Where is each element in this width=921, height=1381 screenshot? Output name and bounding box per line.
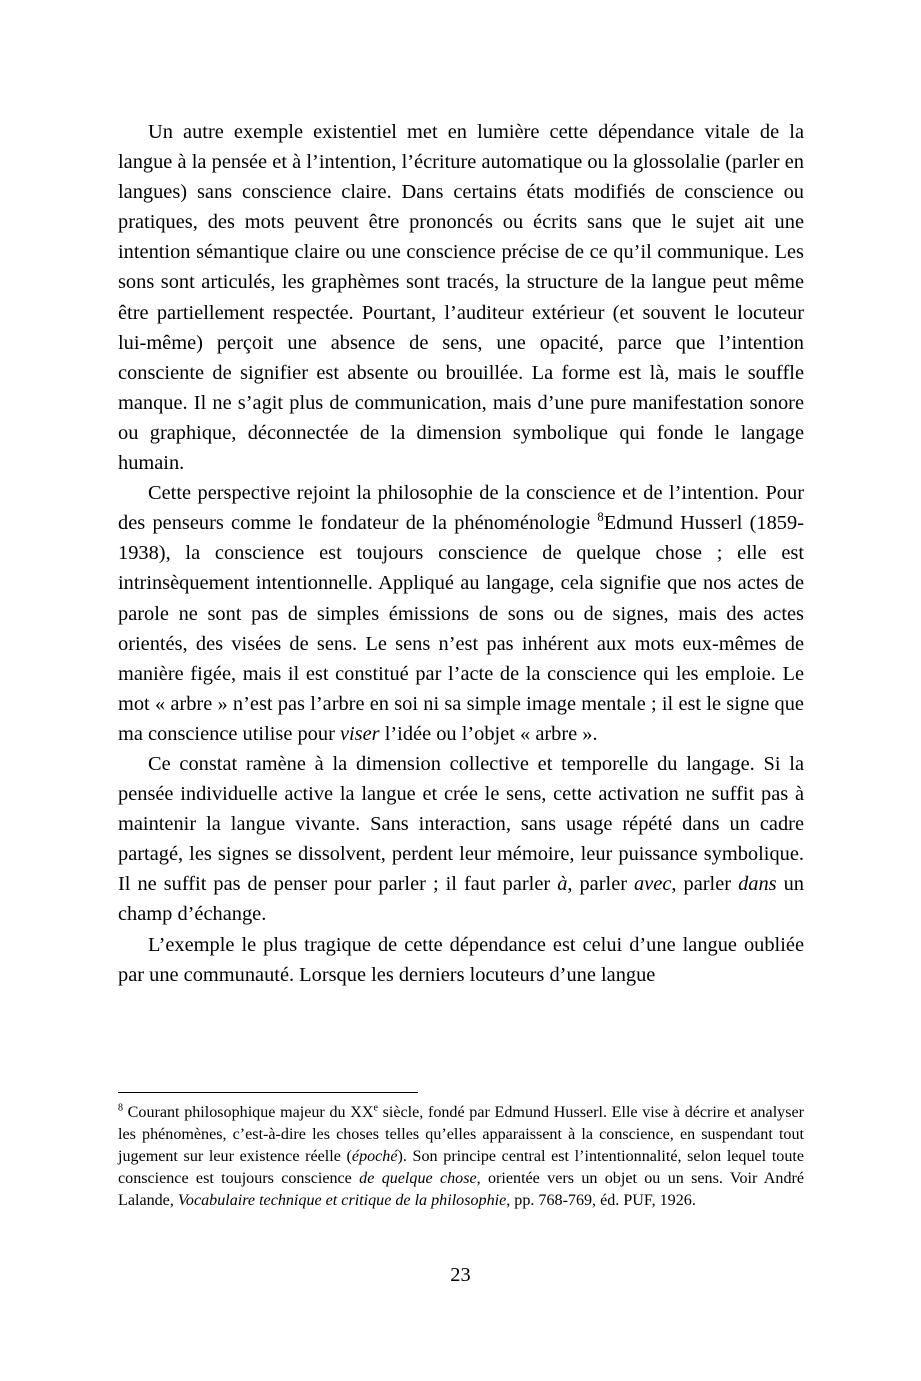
paragraph xyxy=(118,930,804,990)
italic-text: Vocabulaire technique et critique de la philosophie xyxy=(177,1192,507,1209)
italic-text: à xyxy=(557,873,568,896)
text-run: un champ d’échange. xyxy=(118,873,804,926)
paragraph xyxy=(118,478,804,749)
text-run: Ce constat ramène à la dimension collective et temporelle du langage. Si la pensée individuelle active la langue et crée le sens, cette activation ne suffit pas à maintenir la langue vivante. Sans interaction, sans usage répété dans un cadre partagé, les signes se dissolvent, perdent leur mémoire, leur puissance symbolique. Il ne suffit pas de penser pour parler ; il faut parler xyxy=(118,752,804,896)
text-run: siècle, fondé par Edmund Husserl. Elle vise à décrire et analyser les phénomènes, c’est-à-dire les choses telles qu’elles apparaissent à la conscience, en suspendant tout jugement sur leur existence réelle ( xyxy=(118,1104,804,1165)
text-run: , parler xyxy=(567,873,635,896)
text-run: L’exemple le plus tragique de cette dépendance est celui d’une langue oubliée par une communauté. Lorsque les derniers locuteurs d’une langue xyxy=(118,933,804,986)
italic-text: époché xyxy=(351,1148,398,1165)
footnotes xyxy=(118,1102,804,1212)
footnote-separator xyxy=(118,1092,418,1093)
text-run: l’idée ou l’objet « arbre ». xyxy=(379,722,598,745)
footnote-reference[interactable]: 8 xyxy=(597,510,604,525)
superscript: e xyxy=(373,1102,378,1114)
italic-text: dans xyxy=(738,873,777,896)
italic-text: avec xyxy=(634,873,672,896)
footnote-number: 8 xyxy=(118,1102,123,1114)
text-run: , parler xyxy=(671,873,739,896)
text-run: , orientée vers un objet ou un sens. Voir André Lalande, xyxy=(118,1170,805,1209)
page-number: 23 xyxy=(450,1264,471,1286)
text-run: Courant philosophique majeur du XX xyxy=(122,1104,374,1121)
text-run: Cette perspective rejoint la philosophie de la conscience et de l’intention. Pour des penseurs comme le fondateur de la phénoménologie xyxy=(118,482,804,535)
italic-text: de quelque chose xyxy=(359,1170,477,1187)
body-text xyxy=(118,117,804,990)
paragraph xyxy=(118,749,804,930)
footnote xyxy=(118,1102,804,1212)
italic-text: viser xyxy=(339,722,380,745)
text-run: Un autre exemple existentiel met en lumière cette dépendance vitale de la langue à la pensée et à l’intention, l’écriture automatique ou la glossolalie (parler en langues) sans conscience claire. Dans certains états modifiés de conscience ou pratiques, des mots peuvent être prononcés ou écrits sans que le sujet ait une intention sémantique claire ou une conscience précise de ce qu’il communique. Les sons sont articulés, les graphèmes sont tracés, la structure de la langue peut même être partiellement respectée. Pourtant, l’auditeur extérieur (et souvent le locuteur lui-même) perçoit une absence de sens, une opacité, parce que l’intention consciente de signifier est absente ou brouillée. La forme est là, mais le souffle manque. Il ne s’agit plus de communication, mais d’une pure manifestation sonore ou graphique, déconnectée de la dimension symbolique qui fonde le langage humain. xyxy=(118,121,804,475)
text-run: ). Son principe central est l’intentionnalité, selon lequel toute conscience est toujours conscience xyxy=(118,1148,804,1187)
paragraph xyxy=(118,117,804,478)
text-run: , pp. 768-769, éd. PUF, 1926. xyxy=(506,1192,696,1209)
text-run: Edmund Husserl (1859-1938), la conscience est toujours conscience de quelque chose ; elle est intrinsèquement intentionnelle. Appliqué au langage, cela signifie que nos actes de parole ne sont pas de simples émissions de sons ou de signes, mais des actes orientés, des visées de sens. Le sens n’est pas inhérent aux mots eux-mêmes de manière figée, mais il est constitué par l’acte de la conscience qui les emploie. Le mot « arbre » n’est pas l’arbre en soi ni sa simple image mentale ; il est le signe que ma conscience utilise pour xyxy=(118,512,804,745)
